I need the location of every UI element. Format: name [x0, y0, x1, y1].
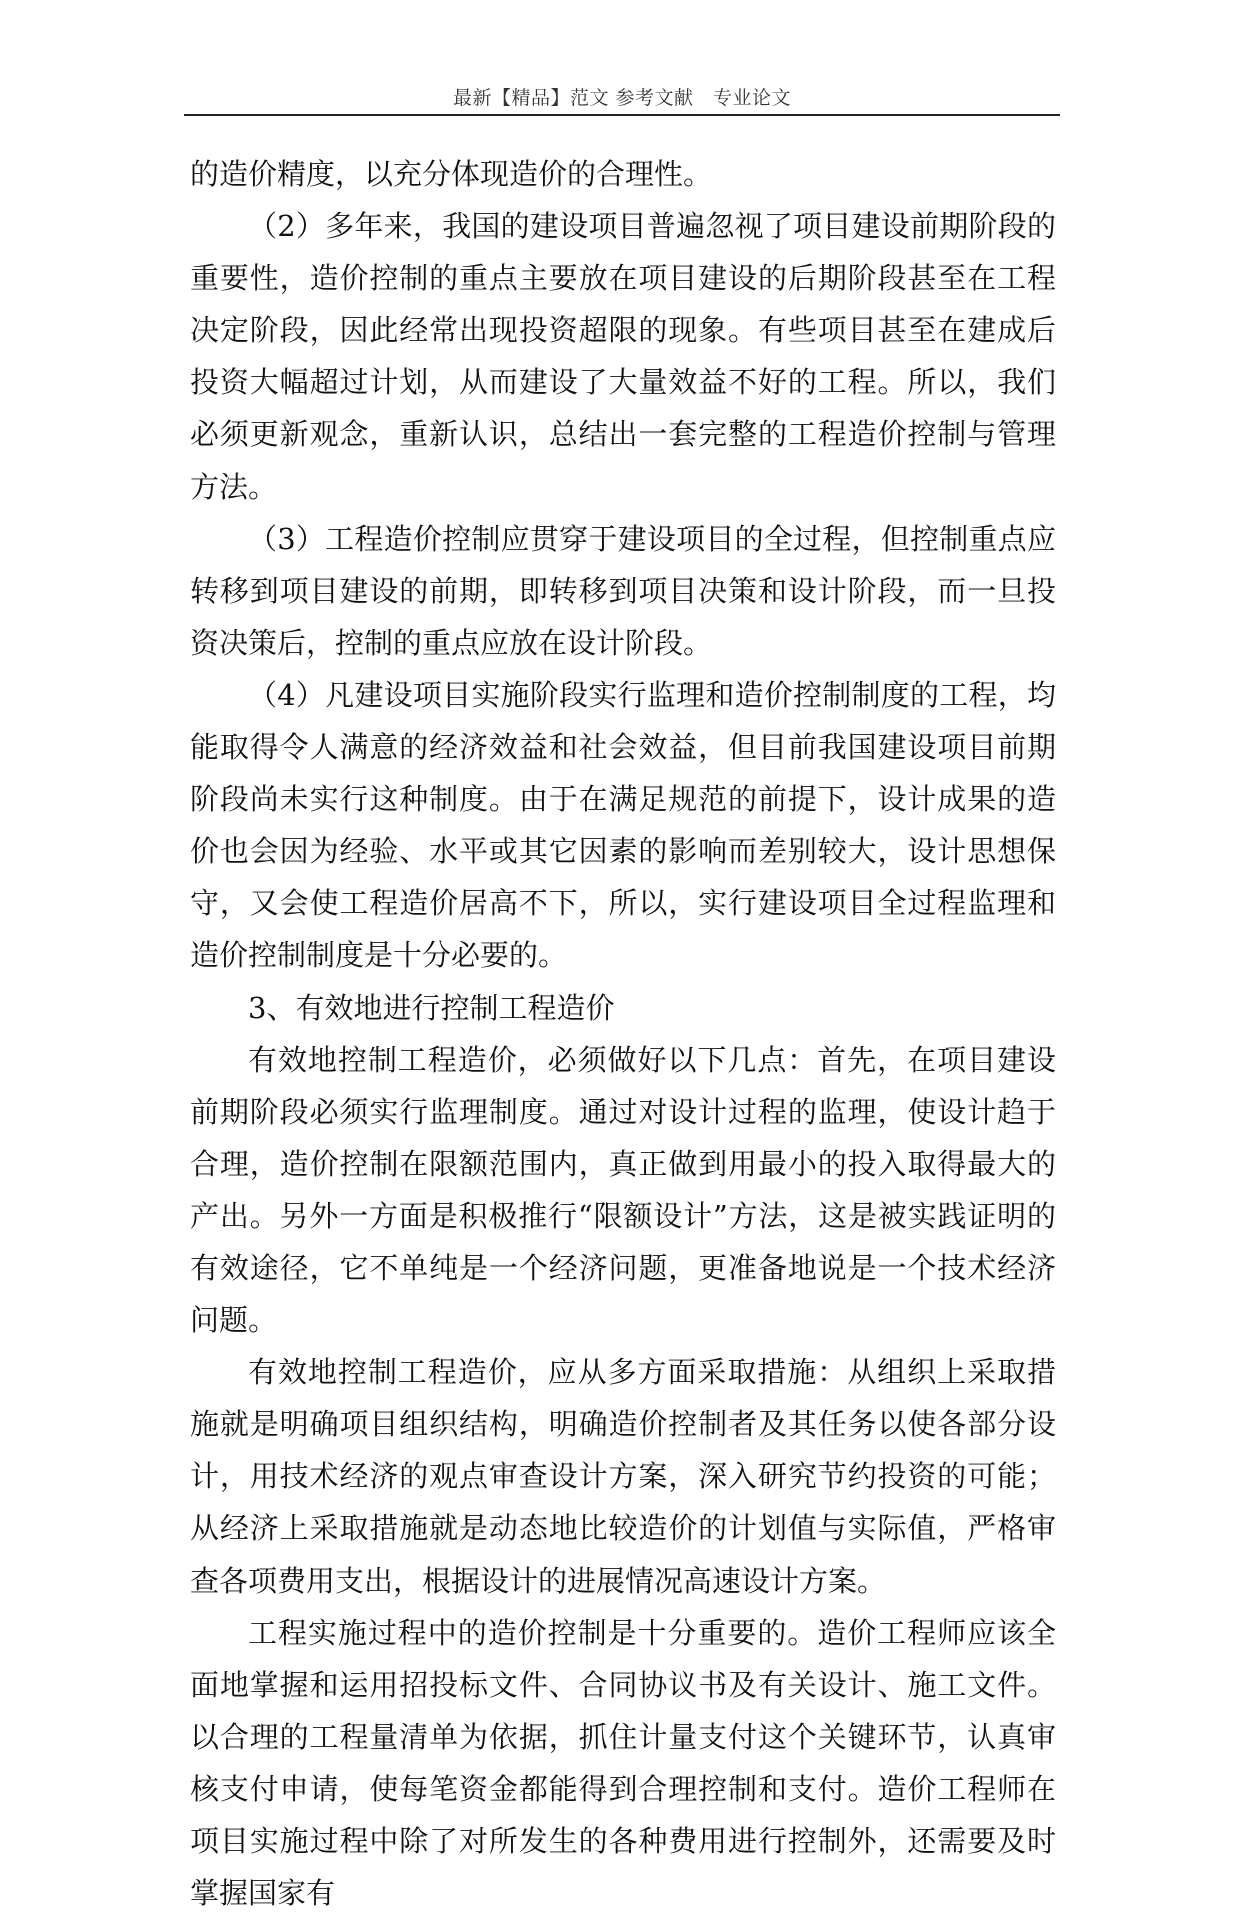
paragraph-continuation: 的造价精度，以充分体现造价的合理性。	[190, 157, 713, 191]
section-heading: 3、有效地进行控制工程造价	[248, 990, 615, 1025]
header-rule	[184, 114, 1060, 116]
paragraph-point-2: （2）多年来，我国的建设项目普遍忽视了项目建设前期阶段的重要性，造价控制的重点主要放在项目建设的后期阶段甚至在工程决定阶段，因此经常出现投资超限的现象。有些项目甚至在建成后投资大幅超过计划，从而建设了大量效益不好的工程。所以，我们必须更新观念，重新认识，总结出一套完整的工程造价控制与管理方法。	[190, 209, 1056, 504]
paragraph-point-3: （3）工程造价控制应贯穿于建设项目的全过程，但控制重点应转移到项目建设的前期，即转移到项目决策和设计阶段，而一旦投资决策后，控制的重点应放在设计阶段。	[190, 521, 1056, 660]
paragraph-point-4: （4）凡建设项目实施阶段实行监理和造价控制制度的工程，均能取得令人满意的经济效益和社会效益，但目前我国建设项目前期阶段尚未实行这种制度。由于在满足规范的前提下，设计成果的造价也会因为经验、水平或其它因素的影响而差别较大，设计思想保守，又会使工程造价居高不下，所以，实行建设项目全过程监理和造价控制制度是十分必要的。	[190, 677, 1056, 973]
paragraph-body: 工程实施过程中的造价控制是十分重要的。造价工程师应该全面地掌握和运用招投标文件、合同协议书及有关设计、施工文件。以合理的工程量清单为依据，抓住计量支付这个关键环节，认真审核支付申请，使每笔资金都能得到合理控制和支付。造价工程师在项目实施过程中除了对所发生的各种费用进行控制外，还需要及时掌握国家有	[190, 1615, 1056, 1911]
page-header: 最新【精品】范文 参考文献 专业论文	[452, 87, 792, 109]
paragraph-body: 有效地控制工程造价，应从多方面采取措施：从组织上采取措施就是明确项目组织结构，明确造价控制者及其任务以使各部分设计，用技术经济的观点审查设计方案，深入研究节约投资的可能；从经济上采取措施就是动态地比较造价的计划值与实际值，严格审查各项费用支出，根据设计的进展情况高速设计方案。	[190, 1355, 1056, 1598]
document-body	[190, 148, 1056, 1919]
paragraph-body: 有效地控制工程造价，必须做好以下几点：首先，在项目建设前期阶段必须实行监理制度。通过对设计过程的监理，使设计趋于合理，造价控制在限额范围内，真正做到用最小的投入取得最大的产出。另外一方面是积极推行“限额设计”方法，这是被实践证明的有效途径，它不单纯是一个经济问题，更准备地说是一个技术经济问题。	[190, 1042, 1056, 1338]
